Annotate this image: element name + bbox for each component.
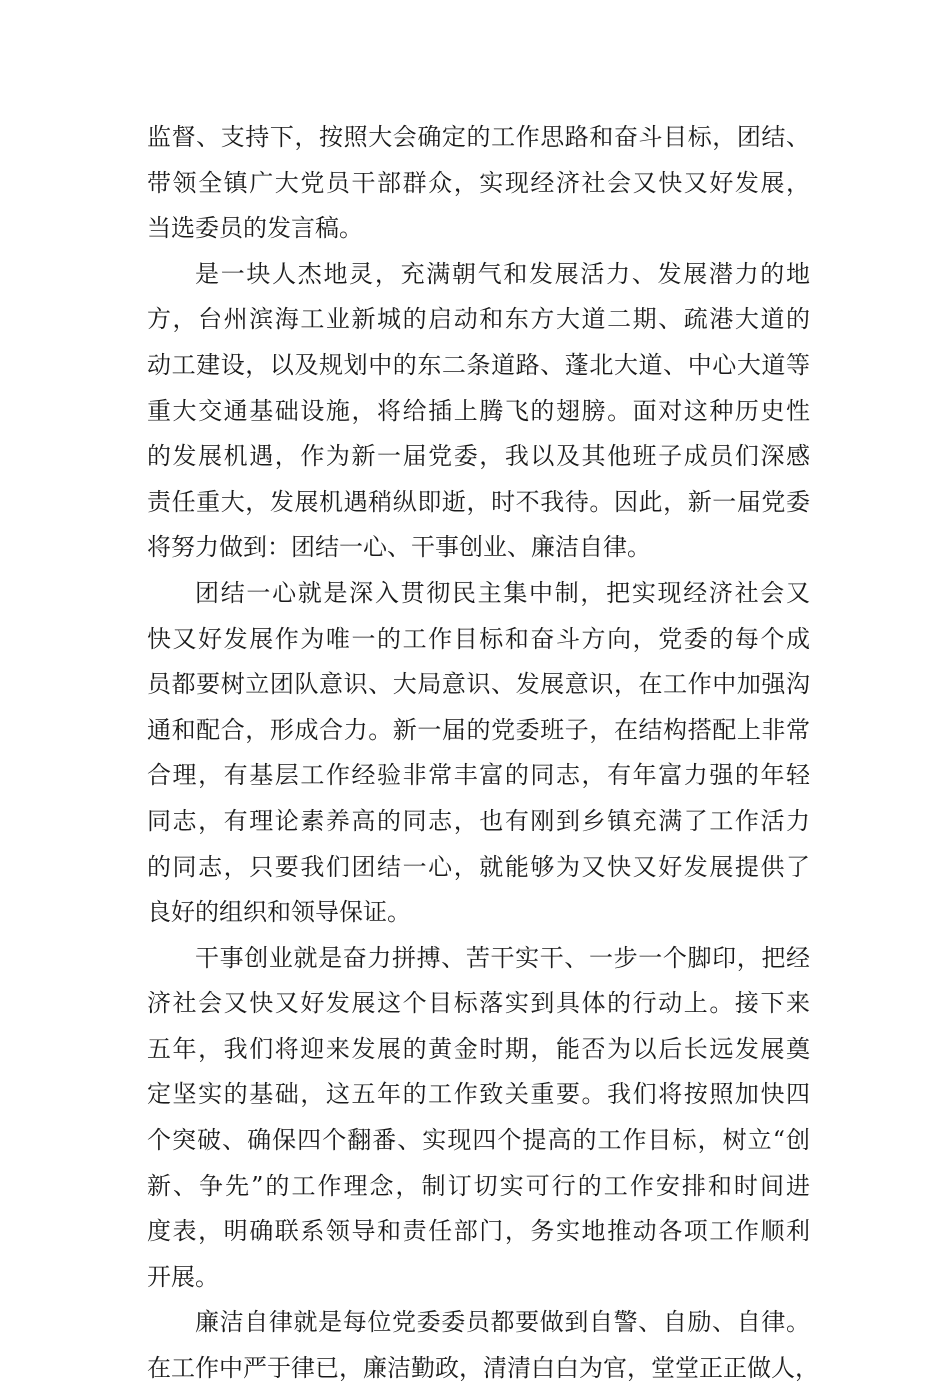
text-line: 度表，明确联系领导和责任部门，务实地推动各项工作顺利 [147, 1217, 810, 1246]
text-line: 团结一心就是深入贯彻民主集中制，把实现经济社会又 [195, 578, 810, 607]
text-line: 动工建设，以及规划中的东二条道路、蓬北大道、中心大道等 [147, 350, 810, 379]
document-page [147, 115, 819, 1392]
text-line: 方，台州滨海工业新城的启动和东方大道二期、疏港大道的 [147, 305, 810, 334]
text-line: 当选委员的发言稿。 [147, 214, 363, 243]
text-line: 快又好发展作为唯一的工作目标和奋斗方向，党委的每个成 [147, 624, 810, 653]
text-line: 开展。 [147, 1262, 219, 1291]
text-line: 重大交通基础设施，将给插上腾飞的翅膀。面对这种历史性 [147, 396, 810, 425]
text-line: 的同志，只要我们团结一心，就能够为又快又好发展提供了 [147, 852, 810, 881]
text-line: 是一块人杰地灵，充满朝气和发展活力、发展潜力的地 [195, 259, 810, 288]
text-line: 在工作中严于律已，廉洁勤政，清清白白为官，堂堂正正做人， [147, 1354, 819, 1383]
text-line: 责任重大，发展机遇稍纵即逝，时不我待。因此，新一届党委 [147, 487, 810, 516]
text-line: 新、争先”的工作理念，制订切实可行的工作安排和时间进 [147, 1171, 810, 1200]
text-line: 合理，有基层工作经验非常丰富的同志，有年富力强的年轻 [147, 761, 810, 790]
text-line: 定坚实的基础，这五年的工作致关重要。我们将按照加快四 [147, 1080, 810, 1109]
text-line: 干事创业就是奋力拼搏、苦干实干、一步一个脚印，把经 [195, 943, 810, 972]
text-line: 个突破、确保四个翻番、实现四个提高的工作目标，树立“创 [147, 1126, 810, 1155]
text-line: 的发展机遇，作为新一届党委，我以及其他班子成员们深感 [147, 442, 810, 471]
text-line: 员都要树立团队意识、大局意识、发展意识，在工作中加强沟 [147, 670, 810, 699]
text-line: 良好的组织和领导保证。 [147, 898, 411, 927]
text-line: 监督、支持下，按照大会确定的工作思路和奋斗目标，团结、 [147, 123, 810, 151]
text-line: 将努力做到：团结一心、干事创业、廉洁自律。 [147, 533, 651, 562]
text-line: 廉洁自律就是每位党委委员都要做到自警、自励、自律。 [195, 1308, 810, 1337]
text-line: 五年，我们将迎来发展的黄金时期，能否为以后长远发展奠 [147, 1034, 810, 1063]
text-line: 通和配合，形成合力。新一届的党委班子，在结构搭配上非常 [147, 715, 810, 744]
text-line: 带领全镇广大党员干部群众，实现经济社会又快又好发展， [147, 168, 810, 197]
text-line: 济社会又快又好发展这个目标落实到具体的行动上。接下来 [147, 989, 810, 1018]
text-line: 同志，有理论素养高的同志，也有刚到乡镇充满了工作活力 [147, 806, 810, 835]
